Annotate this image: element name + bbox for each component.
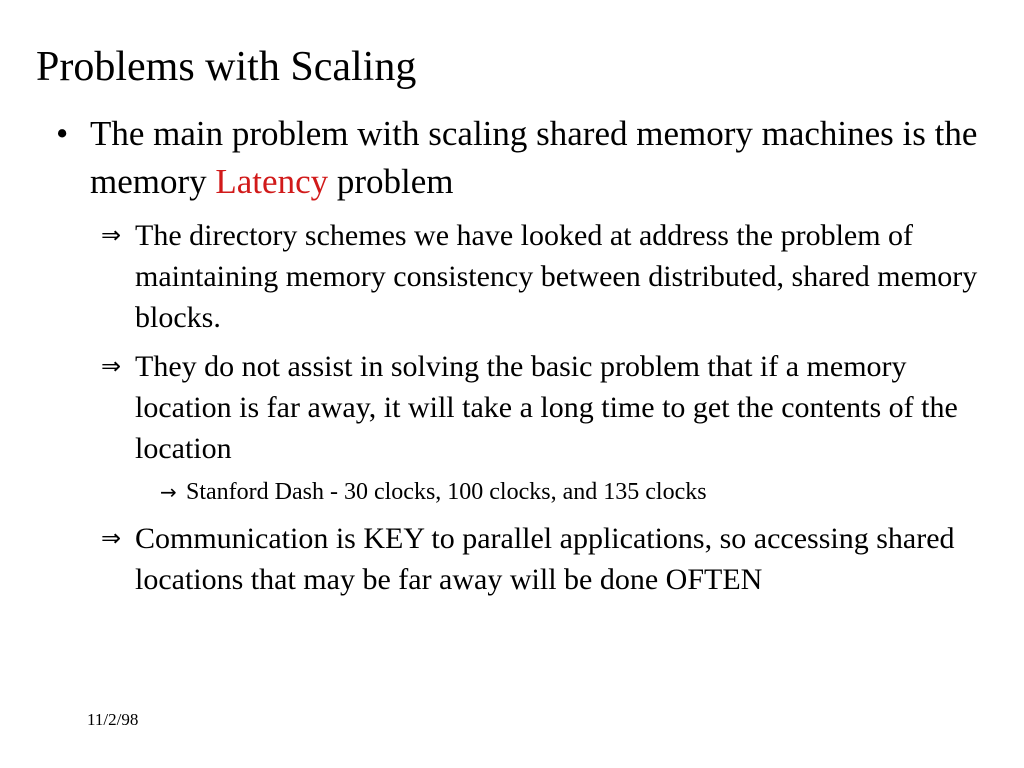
main-bullet: [56, 110, 990, 206]
sub-bullet-text: Communication is KEY to parallel applications, so accessing shared locations that may be far away will be done OFTEN: [135, 522, 955, 596]
bullet-dot-icon: •: [56, 114, 69, 153]
main-bullet-text-before: The main problem with scaling shared memory machines is the memory: [90, 114, 978, 201]
sub-bullet-communication: [101, 518, 985, 600]
subsub-bullet-stanford-dash: [160, 477, 986, 507]
sub-bullet-text: They do not assist in solving the basic problem that if a memory location is far away, it will take a long time to get the contents of the location: [135, 350, 958, 465]
footer-date: 11/2/98: [87, 710, 139, 729]
double-arrow-icon: ⇒: [101, 221, 122, 249]
latency-highlight: Latency: [215, 162, 329, 201]
subsub-bullet-text: Stanford Dash - 30 clocks, 100 clocks, and 135 clocks: [186, 479, 707, 505]
sub-bullet-text: The directory schemes we have looked at address the problem of maintaining memory consistency between distributed, shared memory blocks.: [135, 219, 978, 334]
sub-bullet-no-assist: [101, 346, 985, 469]
main-bullet-text-after: problem: [328, 162, 454, 201]
slide-title: Problems with Scaling: [36, 44, 417, 90]
right-arrow-icon: →: [160, 480, 177, 504]
double-arrow-icon: ⇒: [101, 352, 122, 380]
sub-bullet-directory-schemes: [101, 215, 985, 338]
double-arrow-icon: ⇒: [101, 524, 122, 552]
